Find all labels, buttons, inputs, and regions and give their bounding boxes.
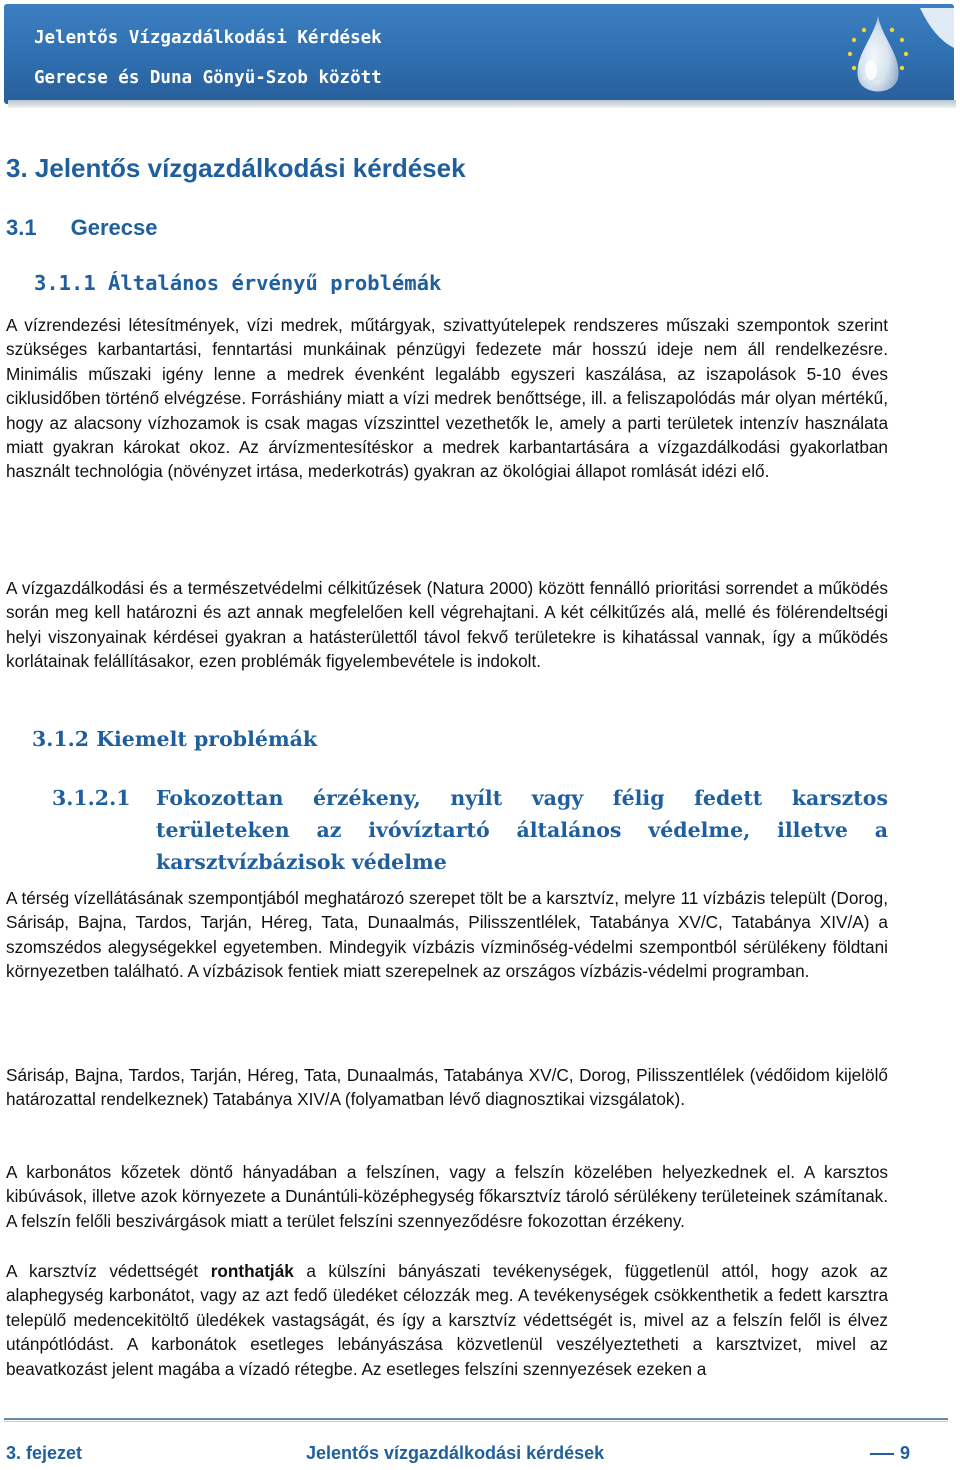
- header-shadow: [8, 100, 956, 108]
- paragraph-karst-protection: [6, 1259, 888, 1381]
- paragraph-general-problems: A vízrendezési létesítmények, vízi medrek, műtárgyak, szivattyútelepek rendszeres műszaki szempontok szerint szükséges karbantartási, fenntartási munkáinak pénzügyi fedezete már hosszú ideje nem áll rendelkezésre. Minimális műszaki igény lenne a medrek évenként legalább egyszeri kaszálása, az iszapolások 5-10 éves ciklusidőben történő elvégzése. Forráshiány miatt a vízi medrek benőttsége, ill. a feliszapolódás már olyan mértékű, hogy az alacsony vízhozamok is csak magas vízszinttel vezethetők le, amely a parti területek intenzív használata miatt gyakran károkat okoz. Az árvízmentesítéskor a medrek karbantartására a vízgazdálkodási gyakorlatban használt technológia (növényzet irtása, mederkotrás) gyakran az ökológiai állapot romlását idézi elő.: [6, 315, 888, 482]
- paragraph-karst-water-supply: A térség vízellátásának szempontjából meghatározó szerepet tölt be a karsztvíz, melyre 11 vízbázis települt (Dorog, Sárisáp, Bajna, Tardos, Tarján, Héreg, Tata, Dunaalmás, Pilisszentlélek, Tatabánya XV/C, Tatabánya XIV/A) a szomszédos alegységekkel egyetemben. Mindegyik vízbázis vízminőség-védelmi szempontból sérülékeny földtani környezetben található. A vízbázisok fentiek miatt szerepelnek az országos vízbázis-védelmi programban.: [6, 888, 888, 982]
- bold-term: ronthatják: [210, 1261, 294, 1281]
- footer-divider: [4, 1418, 948, 1420]
- page-number: 9: [900, 1443, 911, 1463]
- heading-text: Fokozottan érzékeny, nyílt vagy félig fedett karsztos területeken az ivóvíztartó általános védelme, illetve a karsztvízbázisok védelme: [156, 786, 888, 874]
- heading-level-3-general-problems: 3.1.1 Általános érvényű problémák: [34, 271, 442, 295]
- paragraph-carbonate-rocks: A karbonátos kőzetek döntő hányadában a felszínen, vagy a felszín közelében helyezkednek el. A karsztos kibúvások, illetve azok környezete a Dunántúli-középhegység főkarsztvíz tároló sérülékeny területeinek számítanak. A felszín felőli beszivárgások miatt a terület felszíni szennyeződésre fokozottan érzékeny.: [6, 1162, 888, 1231]
- footer-title: Jelentős vízgazdálkodási kérdések: [306, 1443, 605, 1463]
- footer-divider-light: [4, 1421, 948, 1422]
- paragraph-text: A karsztvíz védettségét: [6, 1261, 211, 1281]
- page-header-banner: [4, 4, 954, 104]
- heading-text: Gerecse: [70, 215, 158, 240]
- paragraph-natura-2000: A vízgazdálkodási és a természetvédelmi célkitűzések (Natura 2000) között fennálló prioritási sorrendet a működés során meg kell határozni és azt annak megfelelően kell végrehajtani. A két célkitűzés alá, mellé és fölérendeltségi helyi viszonyainak kérdései gyakran a hatásterülettől távol fekvő területekre is kihatással vannak, így a működés korlátainak felállításakor, ezen problémák figyelembevétele is indokolt.: [6, 578, 888, 672]
- heading-level-2: [6, 215, 157, 241]
- paragraph-protection-zones: Sárisáp, Bajna, Tardos, Tarján, Héreg, Tata, Dunaalmás, Tatabánya XV/C, Dorog, Pilisszentlélek (védőidom kijelölő határozattal rendelkeznek) Tatabánya XIV/A (folyamatban lévő diagnosztikai vizsgálatok).: [6, 1065, 888, 1110]
- heading-level-3-key-problems: 3.1.2 Kiemelt problémák: [32, 727, 318, 751]
- footer-dash: [870, 1453, 894, 1455]
- heading-number: 3.1.2.1: [52, 786, 131, 810]
- paragraph-text: a külszíni bányászati tevékenységek, függetlenül attól, hogy azok az alaphegység karbonátot, vagy az azt fedő üledéket célozzák meg. A tevékenységek csökkenthetik a fedett karsztra települő medencekitöltő üledékek vastagságát, és így a karsztvíz védettségét is, mivel az a felszín felől is élvez utánpótlódást. A karbonátok esetleges lebányászása közvetlenül veszélyeztetheti a karsztvizet, mivel az beavatkozást jelent magába a vízadó rétegbe. Az esetleges felszíni szennyezések ezeken a: [6, 1261, 888, 1379]
- heading-level-1: 3. Jelentős vízgazdálkodási kérdések: [6, 153, 466, 183]
- header-title: Jelentős Vízgazdálkodási Kérdések: [34, 28, 382, 48]
- header-subtitle: Gerecse és Duna Gönyü-Szob között: [34, 68, 382, 88]
- footer-chapter: 3. fejezet: [6, 1443, 83, 1463]
- water-drop-logo-icon: [824, 8, 954, 108]
- heading-number: 3.1: [6, 215, 37, 240]
- heading-level-4: [52, 782, 888, 878]
